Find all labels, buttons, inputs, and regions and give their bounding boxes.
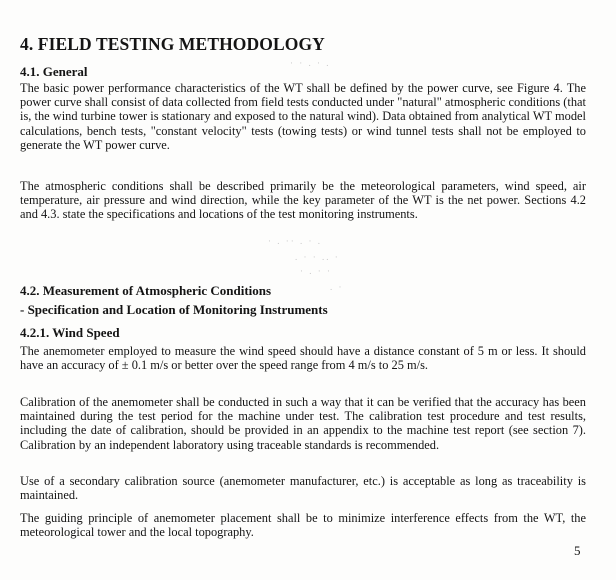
scan-speckle: · . ·· . · .	[268, 236, 322, 246]
general-paragraph-1: The basic power performance characteristics of the WT shall be defined by the power curve, see Figure 4. The power curve shall consist of data collected from field tests conducted under "natural" atmospheric conditions (that is, the wind turbine tower is stationary and exposed to the natural wind). Data obtained from analytical WT model calculations, bench tests, "constant velocity" tests (towing tests) or wind tunnel tests shall not be employed to generate the WT power curve.	[20, 81, 586, 152]
monitoring-instruments-heading: - Specification and Location of Monitoring Instruments	[20, 302, 328, 317]
section-title: 4. FIELD TESTING METHODOLOGY	[20, 34, 325, 54]
scan-speckle: · · . · .	[290, 58, 331, 68]
page-number: 5	[574, 543, 581, 558]
atmospheric-conditions-heading: 4.2. Measurement of Atmospheric Conditions	[20, 283, 272, 298]
general-paragraph-2: The atmospheric conditions shall be described primarily be the meteorological parameters, wind speed, air temperature, air pressure and wind direction, while the key parameter of the WT is the net power. Sections 4.2 and 4.3. state the specifications and locations of the test monitoring instruments.	[20, 179, 586, 222]
wind-speed-paragraph-4: The guiding principle of anemometer placement shall be to minimize interference effects from the WT, the meteorological tower and the local topography.	[20, 511, 586, 540]
scan-speckle: · . · ·	[300, 266, 332, 276]
wind-speed-heading: 4.2.1. Wind Speed	[20, 325, 120, 340]
wind-speed-paragraph-3: Use of a secondary calibration source (anemometer manufacturer, etc.) is acceptable as long as traceability is maintained.	[20, 474, 586, 503]
scan-speckle: . · · .. ·	[295, 252, 340, 262]
scan-speckle: . ·	[330, 282, 344, 292]
general-heading: 4.1. General	[20, 64, 88, 79]
wind-speed-paragraph-2: Calibration of the anemometer shall be conducted in such a way that it can be verified that the accuracy has been maintained during the test period for the machine under test. The calibration test procedure and test results, including the date of calibration, should be provided in an appendix to the machine test report (see section 7). Calibration by an independent laboratory using traceable standards is recommended.	[20, 395, 586, 452]
wind-speed-paragraph-1: The anemometer employed to measure the wind speed should have a distance constant of 5 m or less. It should have an accuracy of ± 0.1 m/s or better over the speed range from 4 m/s to 25 m/s.	[20, 344, 586, 373]
